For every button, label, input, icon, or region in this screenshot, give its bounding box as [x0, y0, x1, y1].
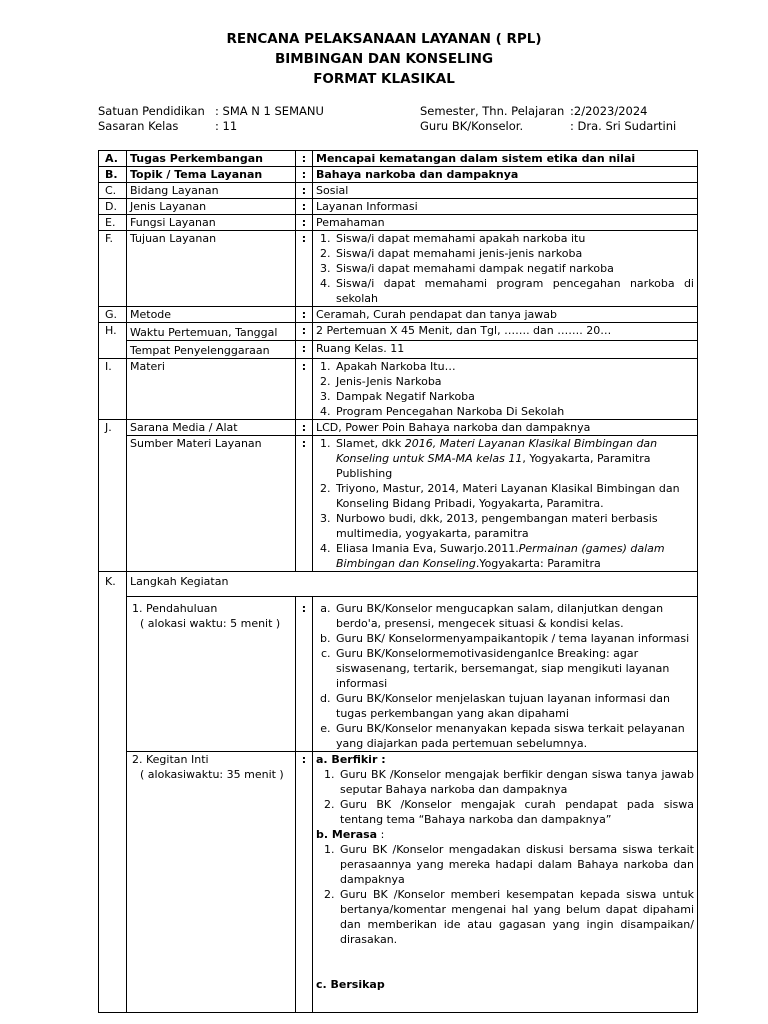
row-colon: : [296, 307, 313, 323]
row-colon: : [296, 167, 313, 183]
row-value [313, 359, 698, 420]
row-label: Fungsi Layanan [127, 215, 296, 231]
list-item: 3. Nurbowo budi, dkk, 2013, pengembangan materi berbasis multimedia, yogyakarta, paramitra [334, 511, 694, 541]
inti-value [313, 752, 698, 1013]
list-item: 4. Program Pencegahan Narkoba Di Sekolah [334, 404, 694, 419]
list-item: 2. Jenis-Jenis Narkoba [334, 374, 694, 389]
row-colon: : [296, 199, 313, 215]
pendahuluan-label: 1. Pendahuluan ( alokasi waktu: 5 menit ) [127, 597, 296, 752]
pendahuluan-value [313, 597, 698, 752]
row-colon: : [296, 752, 313, 1013]
list-item: 1. Apakah Narkoba Itu… [334, 359, 694, 374]
row-j-sumber [99, 436, 698, 572]
list-item: 1. Slamet, dkk 2016, Materi Layanan Klasikal Bimbingan dan Konseling untuk SMA-MA kelas 11, Yogyakarta, Paramitra Publishing [334, 436, 694, 481]
semester-label: Semester, Thn. Pelajaran [420, 104, 565, 118]
doc-title-line1: RENCANA PELAKSANAAN LAYANAN ( RPL) [226, 31, 542, 47]
row-d [99, 199, 698, 215]
row-value: Layanan Informasi [313, 199, 698, 215]
row-code: H. [99, 323, 127, 359]
bersikap-title: c. Bersikap [316, 978, 385, 991]
materi-list [316, 359, 694, 419]
row-label: Tempat Penyelenggaraan [127, 341, 296, 359]
row-k [99, 572, 698, 597]
list-item: 1. Guru BK /Konselor mengadakan diskusi bersama siswa terkait perasaannya yang mereka hadapi dalam Bahaya narkoba dan dampaknya [338, 842, 694, 887]
row-label: Jenis Layanan [127, 199, 296, 215]
list-item: c. Guru BK/KonselormemotivasidenganIce Breaking: agar siswasenang, tertarik, bersemangat, siap mengikuti layanan informasi [334, 646, 694, 691]
list-item: 1. Guru BK /Konselor mengajak berfikir dengan siswa tanya jawab seputar Bahaya narkoba dan dampaknya [338, 767, 694, 797]
merasa-list [316, 842, 694, 947]
row-label: Sumber Materi Layanan [127, 436, 296, 572]
doc-title-line3: FORMAT KLASIKAL [313, 71, 455, 87]
merasa-title: b. Merasa : [316, 828, 385, 841]
row-a [99, 151, 698, 167]
row-e [99, 215, 698, 231]
row-colon: : [296, 359, 313, 420]
satuan-value: : SMA N 1 SEMANU [215, 104, 324, 118]
row-colon: : [296, 420, 313, 436]
row-label: Materi [127, 359, 296, 420]
list-item: 2. Siswa/i dapat memahami jenis-jenis narkoba [334, 246, 694, 261]
tujuan-list [316, 231, 694, 306]
row-code: C. [99, 183, 127, 199]
row-label: Langkah Kegiatan [127, 572, 698, 597]
row-i [99, 359, 698, 420]
doc-title-line2: BIMBINGAN DAN KONSELING [274, 51, 494, 67]
row-h-tempat [99, 341, 698, 359]
row-colon: : [296, 183, 313, 199]
pendahuluan-list [316, 601, 694, 751]
row-colon: : [296, 341, 313, 359]
list-item: e. Guru BK/Konselor menanyakan kepada siswa terkait pelayanan yang diajarkan pada pertemuan sebelumnya. [334, 721, 694, 751]
row-code: I. [99, 359, 127, 420]
list-item: d. Guru BK/Konselor menjelaskan tujuan layanan informasi dan tugas perkembangan yang akan dipahami [334, 691, 694, 721]
row-h [99, 323, 698, 341]
list-item: 4. Siswa/i dapat memahami program pencegahan narkoba di sekolah [334, 276, 694, 306]
row-value: Pemahaman [313, 215, 698, 231]
list-item: 2. Guru BK /Konselor memberi kesempatan kepada siswa untuk bertanya/komentar mengenai hal yang belum dapat dipahami dan memberikan ide atau gagasan yang ingin disampaikan/ dirasakan. [338, 887, 694, 947]
row-code: D. [99, 199, 127, 215]
row-value: Ruang Kelas. 11 [313, 341, 698, 359]
list-item: 3. Dampak Negatif Narkoba [334, 389, 694, 404]
list-item: a. Guru BK/Konselor mengucapkan salam, dilanjutkan dengan berdo'a, presensi, mengecek situasi & kondisi kelas. [334, 601, 694, 631]
row-value [313, 231, 698, 307]
row-value: Mencapai kematangan dalam sistem etika dan nilai [313, 151, 698, 167]
row-colon: : [296, 323, 313, 341]
row-label: Tujuan Layanan [127, 231, 296, 307]
berfikir-title: a. Berfikir : [316, 753, 386, 766]
row-code: B. [99, 167, 127, 183]
sumber-list [316, 436, 694, 571]
row-colon: : [296, 436, 313, 572]
list-item: 2. Triyono, Mastur, 2014, Materi Layanan Klasikal Bimbingan dan Konseling Bidang Pribadi, Yogyakarta, Paramitra. [334, 481, 694, 511]
row-c [99, 183, 698, 199]
list-item: b. Guru BK/ Konselormenyampaikantopik / tema layanan informasi [334, 631, 694, 646]
row-g [99, 307, 698, 323]
row-code: G. [99, 307, 127, 323]
row-label: Bidang Layanan [127, 183, 296, 199]
list-item: 2. Guru BK /Konselor mengajak curah pendapat pada siswa tentang tema “Bahaya narkoba dan dampaknya” [338, 797, 694, 827]
sasaran-label: Sasaran Kelas [98, 119, 179, 133]
row-value: Sosial [313, 183, 698, 199]
row-code: F. [99, 231, 127, 307]
row-value: LCD, Power Poin Bahaya narkoba dan dampaknya [313, 420, 698, 436]
list-item: 1. Siswa/i dapat memahami apakah narkoba itu [334, 231, 694, 246]
row-colon: : [296, 215, 313, 231]
row-j [99, 420, 698, 436]
rpl-table [98, 150, 698, 1013]
inti-label: 2. Kegitan Inti ( alokasiwaktu: 35 menit ) [127, 752, 296, 1013]
row-code: K. [99, 572, 127, 1013]
row-code: E. [99, 215, 127, 231]
row-label: Metode [127, 307, 296, 323]
berfikir-list [316, 767, 694, 827]
row-f [99, 231, 698, 307]
row-value: Ceramah, Curah pendapat dan tanya jawab [313, 307, 698, 323]
guru-value: : Dra. Sri Sudartini [570, 119, 677, 133]
row-code: J. [99, 420, 127, 572]
row-code: A. [99, 151, 127, 167]
list-item: 3. Siswa/i dapat memahami dampak negatif narkoba [334, 261, 694, 276]
row-inti [99, 752, 698, 1013]
row-colon: : [296, 231, 313, 307]
sasaran-value: : 11 [215, 119, 238, 133]
row-label: Waktu Pertemuan, Tanggal [127, 323, 296, 341]
row-colon: : [296, 151, 313, 167]
row-pendahuluan [99, 597, 698, 752]
row-colon: : [296, 597, 313, 752]
row-label: Topik / Tema Layanan [127, 167, 296, 183]
list-item: 4. Eliasa Imania Eva, Suwarjo.2011.Permainan (games) dalam Bimbingan dan Konseling.Yogyakarta: Paramitra [334, 541, 694, 571]
satuan-label: Satuan Pendidikan [98, 104, 205, 118]
row-value: Bahaya narkoba dan dampaknya [313, 167, 698, 183]
row-value: 2 Pertemuan X 45 Menit, dan Tgl, ……. dan ……. 20… [313, 323, 698, 341]
semester-value: :2/2023/2024 [570, 104, 648, 118]
row-label: Tugas Perkembangan [127, 151, 296, 167]
row-value [313, 436, 698, 572]
guru-label: Guru BK/Konselor. [420, 119, 524, 133]
row-b [99, 167, 698, 183]
row-label: Sarana Media / Alat [127, 420, 296, 436]
